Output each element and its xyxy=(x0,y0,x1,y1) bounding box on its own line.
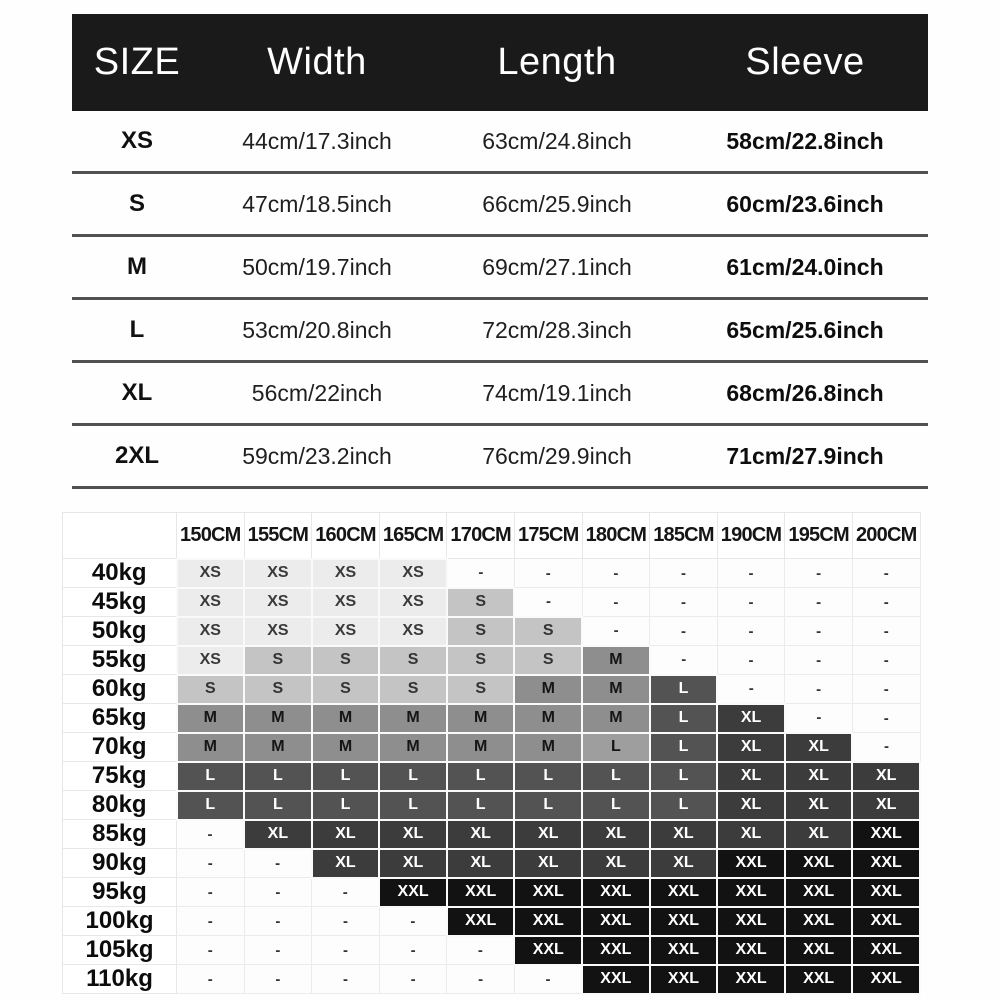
matrix-size-cell: S xyxy=(244,646,312,675)
size-label: S xyxy=(128,190,145,217)
matrix-size-cell: L xyxy=(650,762,718,791)
matrix-size-cell: XXL xyxy=(514,878,582,907)
matrix-size-cell: M xyxy=(582,675,650,704)
column-header-size: SIZE xyxy=(93,41,181,83)
width-value: 47cm/18.5inch xyxy=(242,190,392,217)
matrix-size-cell: XXL xyxy=(852,820,920,849)
weight-label-cell: 85kg xyxy=(63,820,177,849)
matrix-size-cell: XXL xyxy=(650,878,718,907)
matrix-size-cell: XS xyxy=(244,559,312,588)
weight-label-cell: 40kg xyxy=(63,559,177,588)
matrix-size-cell: - xyxy=(852,646,920,675)
matrix-size-cell: M xyxy=(514,704,582,733)
measurements-table xyxy=(72,14,928,489)
matrix-size-cell: L xyxy=(650,791,718,820)
matrix-size-cell: S xyxy=(447,588,515,617)
matrix-size-cell: XS xyxy=(312,588,380,617)
matrix-size-cell: - xyxy=(177,965,245,994)
matrix-size-cell: S xyxy=(177,675,245,704)
matrix-size-cell: XL xyxy=(650,849,718,878)
weight-label-cell: 65kg xyxy=(63,704,177,733)
matrix-size-cell: - xyxy=(379,936,447,965)
matrix-size-cell: L xyxy=(650,675,718,704)
matrix-size-cell: XS xyxy=(379,588,447,617)
height-header-cell: 190CM xyxy=(717,513,785,559)
matrix-size-cell: - xyxy=(785,617,853,646)
matrix-size-cell: - xyxy=(244,849,312,878)
matrix-size-cell: L xyxy=(312,791,380,820)
matrix-size-cell: S xyxy=(514,617,582,646)
matrix-size-cell: XXL xyxy=(785,907,853,936)
matrix-size-cell: XL xyxy=(717,820,785,849)
width-value: 50cm/19.7inch xyxy=(242,253,392,280)
matrix-size-cell: L xyxy=(582,762,650,791)
matrix-size-cell: XXL xyxy=(582,878,650,907)
matrix-size-cell: M xyxy=(177,733,245,762)
matrix-size-cell: - xyxy=(785,675,853,704)
matrix-size-cell: L xyxy=(177,762,245,791)
weight-label-cell: 45kg xyxy=(63,588,177,617)
matrix-size-cell: XL xyxy=(785,820,853,849)
matrix-size-cell: XL xyxy=(312,820,380,849)
matrix-size-cell: M xyxy=(379,704,447,733)
matrix-size-cell: XL xyxy=(447,820,515,849)
weight-label-cell: 110kg xyxy=(63,965,177,994)
matrix-size-cell: - xyxy=(582,559,650,588)
sleeve-value: 58cm/22.8inch xyxy=(726,127,884,154)
matrix-size-cell: XXL xyxy=(852,907,920,936)
matrix-size-cell: XXL xyxy=(717,936,785,965)
matrix-size-cell: M xyxy=(244,704,312,733)
matrix-size-cell: S xyxy=(379,646,447,675)
matrix-size-cell: XL xyxy=(717,704,785,733)
matrix-size-cell: - xyxy=(312,965,380,994)
matrix-size-cell: M xyxy=(379,733,447,762)
matrix-size-cell: - xyxy=(447,559,515,588)
matrix-size-cell: XXL xyxy=(717,849,785,878)
height-header-cell: 185CM xyxy=(650,513,718,559)
matrix-size-cell: XL xyxy=(514,849,582,878)
matrix-size-cell: XXL xyxy=(514,936,582,965)
matrix-size-cell: XXL xyxy=(785,849,853,878)
matrix-size-cell: L xyxy=(514,791,582,820)
matrix-size-cell: XL xyxy=(582,849,650,878)
size-row xyxy=(72,300,928,363)
matrix-size-cell: S xyxy=(447,617,515,646)
matrix-size-cell: L xyxy=(650,733,718,762)
weight-label-cell: 105kg xyxy=(63,936,177,965)
matrix-size-cell: L xyxy=(379,791,447,820)
height-header-cell: 180CM xyxy=(582,513,650,559)
matrix-size-cell: S xyxy=(244,675,312,704)
matrix-size-cell: XL xyxy=(582,820,650,849)
matrix-size-cell: XXL xyxy=(717,878,785,907)
matrix-size-cell: XL xyxy=(785,733,853,762)
matrix-size-cell: XS xyxy=(244,588,312,617)
matrix-size-cell: XL xyxy=(717,762,785,791)
matrix-size-cell: XL xyxy=(650,820,718,849)
size-label: XS xyxy=(120,127,153,154)
matrix-size-cell: - xyxy=(852,733,920,762)
matrix-size-cell: - xyxy=(177,820,245,849)
matrix-size-cell: XXL xyxy=(582,936,650,965)
matrix-size-cell: - xyxy=(244,878,312,907)
matrix-size-cell: - xyxy=(785,559,853,588)
matrix-size-cell: XS xyxy=(177,646,245,675)
matrix-size-cell: - xyxy=(852,559,920,588)
height-header-cell: 175CM xyxy=(514,513,582,559)
matrix-size-cell: XS xyxy=(177,588,245,617)
matrix-size-cell: L xyxy=(582,791,650,820)
matrix-size-cell: - xyxy=(852,588,920,617)
weight-label-cell: 70kg xyxy=(63,733,177,762)
height-header-cell: 160CM xyxy=(312,513,380,559)
matrix-size-cell: - xyxy=(717,646,785,675)
length-value: 63cm/24.8inch xyxy=(482,127,632,154)
sleeve-value: 68cm/26.8inch xyxy=(726,379,884,406)
matrix-size-cell: M xyxy=(582,704,650,733)
size-label: M xyxy=(127,253,147,280)
matrix-size-cell: L xyxy=(244,762,312,791)
matrix-size-cell: XXL xyxy=(717,965,785,994)
matrix-size-cell: L xyxy=(312,762,380,791)
matrix-size-cell: - xyxy=(447,936,515,965)
matrix-size-cell: L xyxy=(514,762,582,791)
matrix-size-cell: - xyxy=(785,704,853,733)
matrix-size-cell: - xyxy=(717,559,785,588)
matrix-size-cell: - xyxy=(717,588,785,617)
height-header-cell: 195CM xyxy=(785,513,853,559)
matrix-size-cell: M xyxy=(514,675,582,704)
matrix-size-cell: XXL xyxy=(852,936,920,965)
weight-label-cell: 60kg xyxy=(63,675,177,704)
matrix-size-cell: - xyxy=(717,675,785,704)
sleeve-value: 61cm/24.0inch xyxy=(726,253,884,280)
matrix-size-cell: XL xyxy=(379,849,447,878)
size-row xyxy=(72,426,928,489)
fit-matrix xyxy=(62,512,921,995)
matrix-size-cell: XXL xyxy=(785,878,853,907)
matrix-size-cell: XL xyxy=(785,762,853,791)
matrix-size-cell: - xyxy=(244,936,312,965)
matrix-size-cell: XXL xyxy=(582,965,650,994)
matrix-size-cell: - xyxy=(312,907,380,936)
matrix-size-cell: XL xyxy=(244,820,312,849)
matrix-size-cell: XXL xyxy=(852,878,920,907)
matrix-size-cell: XXL xyxy=(514,907,582,936)
matrix-size-cell: - xyxy=(852,675,920,704)
length-value: 76cm/29.9inch xyxy=(482,442,632,469)
matrix-size-cell: L xyxy=(650,704,718,733)
matrix-size-cell: XS xyxy=(244,617,312,646)
matrix-size-cell: - xyxy=(852,704,920,733)
matrix-size-cell: XXL xyxy=(785,965,853,994)
matrix-size-cell: M xyxy=(582,646,650,675)
matrix-size-cell: M xyxy=(312,704,380,733)
matrix-size-cell: - xyxy=(312,878,380,907)
matrix-size-cell: XXL xyxy=(650,936,718,965)
matrix-size-cell: - xyxy=(177,849,245,878)
sleeve-value: 65cm/25.6inch xyxy=(726,316,884,343)
size-row xyxy=(72,111,928,174)
size-row xyxy=(72,237,928,300)
matrix-size-cell: - xyxy=(177,936,245,965)
length-value: 66cm/25.9inch xyxy=(482,190,632,217)
matrix-size-cell: - xyxy=(582,588,650,617)
matrix-size-cell: L xyxy=(447,762,515,791)
matrix-size-cell: XL xyxy=(852,791,920,820)
matrix-size-cell: XXL xyxy=(650,965,718,994)
sleeve-value: 60cm/23.6inch xyxy=(726,190,884,217)
matrix-size-cell: S xyxy=(379,675,447,704)
matrix-size-cell: XS xyxy=(312,559,380,588)
matrix-size-cell: - xyxy=(447,965,515,994)
matrix-size-cell: XL xyxy=(717,733,785,762)
length-value: 74cm/19.1inch xyxy=(482,379,632,406)
size-row xyxy=(72,363,928,426)
matrix-size-cell: S xyxy=(312,646,380,675)
matrix-size-cell: - xyxy=(244,965,312,994)
weight-label-cell: 75kg xyxy=(63,762,177,791)
width-value: 56cm/22inch xyxy=(251,379,383,406)
matrix-size-cell: XXL xyxy=(852,849,920,878)
matrix-size-cell: S xyxy=(514,646,582,675)
matrix-size-cell: L xyxy=(244,791,312,820)
matrix-size-cell: XS xyxy=(379,617,447,646)
matrix-size-cell: - xyxy=(650,588,718,617)
matrix-size-cell: M xyxy=(177,704,245,733)
measurements-rows xyxy=(72,111,928,489)
matrix-size-cell: L xyxy=(177,791,245,820)
matrix-size-cell: - xyxy=(514,559,582,588)
matrix-size-cell: - xyxy=(717,617,785,646)
width-value: 53cm/20.8inch xyxy=(242,316,392,343)
column-header-sleeve: Sleeve xyxy=(745,41,865,83)
sleeve-value: 71cm/27.9inch xyxy=(726,442,884,469)
matrix-size-cell: - xyxy=(852,617,920,646)
measurements-header-bar xyxy=(72,14,928,111)
weight-label-cell: 95kg xyxy=(63,878,177,907)
matrix-size-cell: XXL xyxy=(379,878,447,907)
matrix-size-cell: - xyxy=(650,617,718,646)
matrix-size-cell: XL xyxy=(379,820,447,849)
matrix-size-cell: S xyxy=(312,675,380,704)
weight-label-cell: 100kg xyxy=(63,907,177,936)
height-header-cell: 165CM xyxy=(379,513,447,559)
matrix-size-cell: XL xyxy=(852,762,920,791)
weight-label-cell: 55kg xyxy=(63,646,177,675)
matrix-size-cell: L xyxy=(447,791,515,820)
matrix-corner-cell xyxy=(63,513,177,559)
matrix-size-cell: XXL xyxy=(447,878,515,907)
matrix-size-cell: XS xyxy=(177,617,245,646)
weight-label-cell: 90kg xyxy=(63,849,177,878)
matrix-size-cell: XL xyxy=(785,791,853,820)
matrix-size-cell: - xyxy=(177,907,245,936)
matrix-size-cell: - xyxy=(379,965,447,994)
matrix-size-cell: - xyxy=(514,965,582,994)
height-header-cell: 155CM xyxy=(244,513,312,559)
matrix-size-cell: M xyxy=(514,733,582,762)
matrix-size-cell: - xyxy=(650,559,718,588)
matrix-size-cell: - xyxy=(785,588,853,617)
matrix-size-cell: XL xyxy=(312,849,380,878)
width-value: 44cm/17.3inch xyxy=(242,127,392,154)
matrix-size-cell: XS xyxy=(312,617,380,646)
matrix-size-cell: XXL xyxy=(447,907,515,936)
matrix-size-cell: XS xyxy=(177,559,245,588)
matrix-size-cell: M xyxy=(447,733,515,762)
matrix-size-cell: - xyxy=(650,646,718,675)
matrix-size-cell: - xyxy=(785,646,853,675)
column-header-width: Width xyxy=(267,41,367,83)
matrix-size-cell: - xyxy=(312,936,380,965)
matrix-size-cell: XXL xyxy=(717,907,785,936)
height-header-cell: 200CM xyxy=(852,513,920,559)
size-row xyxy=(72,174,928,237)
matrix-size-cell: L xyxy=(582,733,650,762)
weight-label-cell: 50kg xyxy=(63,617,177,646)
size-label: XL xyxy=(121,379,153,406)
matrix-size-cell: - xyxy=(582,617,650,646)
matrix-size-cell: XXL xyxy=(650,907,718,936)
matrix-size-cell: XL xyxy=(514,820,582,849)
length-value: 72cm/28.3inch xyxy=(482,316,632,343)
matrix-size-cell: S xyxy=(447,646,515,675)
weight-label-cell: 80kg xyxy=(63,791,177,820)
column-header-length: Length xyxy=(497,41,617,83)
matrix-size-cell: L xyxy=(379,762,447,791)
height-header-cell: 150CM xyxy=(177,513,245,559)
height-header-cell: 170CM xyxy=(447,513,515,559)
matrix-size-cell: S xyxy=(447,675,515,704)
width-value: 59cm/23.2inch xyxy=(242,442,392,469)
matrix-size-cell: XL xyxy=(447,849,515,878)
matrix-size-cell: XXL xyxy=(582,907,650,936)
size-label: L xyxy=(129,316,145,343)
matrix-size-cell: - xyxy=(379,907,447,936)
matrix-size-cell: XXL xyxy=(785,936,853,965)
matrix-size-cell: XS xyxy=(379,559,447,588)
size-label: 2XL xyxy=(114,442,159,469)
matrix-size-cell: M xyxy=(244,733,312,762)
matrix-size-cell: - xyxy=(244,907,312,936)
matrix-size-cell: M xyxy=(447,704,515,733)
matrix-size-cell: M xyxy=(312,733,380,762)
length-value: 69cm/27.1inch xyxy=(482,253,632,280)
fit-matrix-table xyxy=(62,512,921,995)
matrix-size-cell: - xyxy=(177,878,245,907)
matrix-size-cell: XXL xyxy=(852,965,920,994)
matrix-size-cell: - xyxy=(514,588,582,617)
matrix-size-cell: XL xyxy=(717,791,785,820)
